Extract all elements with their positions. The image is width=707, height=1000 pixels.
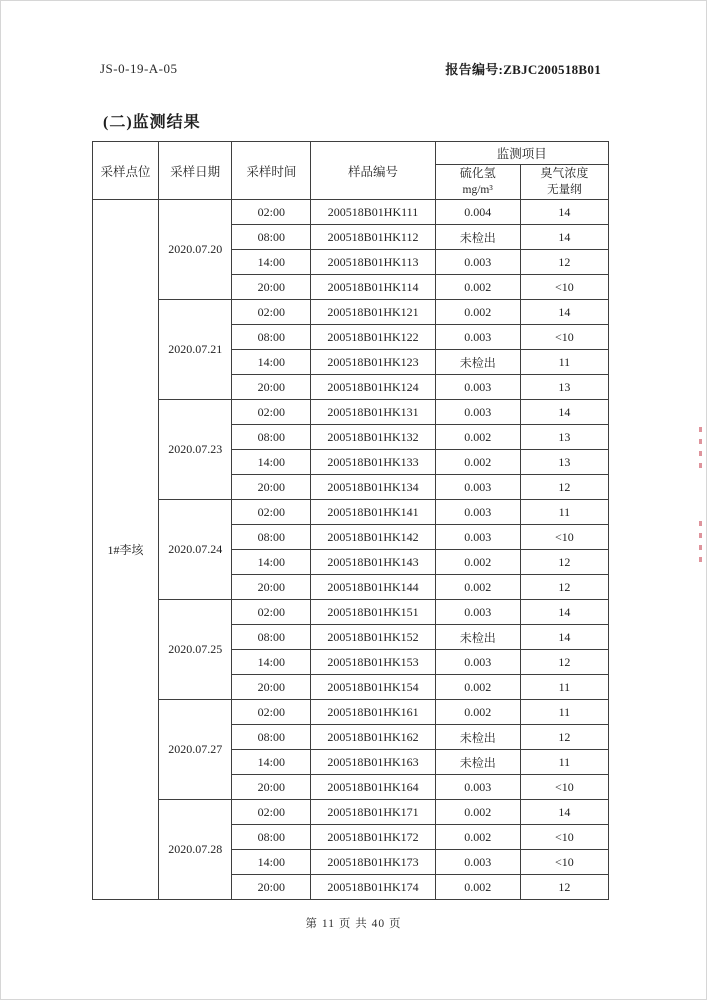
table-row (93, 200, 609, 225)
monitoring-table (92, 141, 609, 900)
sampling-date-cell: 2020.07.24 (159, 500, 232, 600)
h2s-value-cell: 0.002 (435, 425, 520, 450)
red-ink-mark (699, 427, 702, 469)
sample-number-cell: 200518B01HK164 (311, 775, 435, 800)
h2s-value-cell: 0.003 (435, 775, 520, 800)
sample-number-cell: 200518B01HK121 (311, 300, 435, 325)
odor-value-cell: 12 (520, 550, 608, 575)
sample-number-cell: 200518B01HK134 (311, 475, 435, 500)
header-sampling-point: 采样点位 (93, 142, 159, 200)
sampling-time-cell: 20:00 (232, 375, 311, 400)
sample-number-cell: 200518B01HK141 (311, 500, 435, 525)
h2s-value-cell: 0.002 (435, 675, 520, 700)
h2s-value-cell: 0.002 (435, 550, 520, 575)
h2s-value-cell: 未检出 (435, 350, 520, 375)
form-code: JS-0-19-A-05 (100, 61, 178, 76)
h2s-value-cell: 0.003 (435, 250, 520, 275)
odor-value-cell: 12 (520, 575, 608, 600)
h2s-value-cell: 0.003 (435, 600, 520, 625)
sample-number-cell: 200518B01HK111 (311, 200, 435, 225)
odor-value-cell: 11 (520, 750, 608, 775)
sample-number-cell: 200518B01HK151 (311, 600, 435, 625)
h2s-value-cell: 0.002 (435, 575, 520, 600)
odor-value-cell: 12 (520, 725, 608, 750)
sampling-time-cell: 20:00 (232, 275, 311, 300)
sampling-time-cell: 14:00 (232, 850, 311, 875)
sampling-date-cell: 2020.07.23 (159, 400, 232, 500)
sample-number-cell: 200518B01HK163 (311, 750, 435, 775)
odor-value-cell: 13 (520, 450, 608, 475)
h2s-value-cell: 0.003 (435, 475, 520, 500)
section-title: (二)监测结果 (103, 114, 201, 131)
sampling-time-cell: 20:00 (232, 875, 311, 900)
table-row (93, 800, 609, 825)
h2s-value-cell: 未检出 (435, 750, 520, 775)
sampling-time-cell: 02:00 (232, 600, 311, 625)
sampling-time-cell: 08:00 (232, 425, 311, 450)
table-row (93, 600, 609, 625)
sampling-time-cell: 20:00 (232, 675, 311, 700)
page-footer: 第 11 页 共 40 页 (305, 918, 402, 930)
sample-number-cell: 200518B01HK152 (311, 625, 435, 650)
sampling-time-cell: 14:00 (232, 550, 311, 575)
h2s-value-cell: 0.002 (435, 700, 520, 725)
monitoring-table-wrapper (92, 141, 609, 900)
header-monitoring-items: 监测项目 (435, 142, 608, 165)
sampling-date-cell: 2020.07.21 (159, 300, 232, 400)
h2s-value-cell: 0.003 (435, 525, 520, 550)
h2s-value-cell: 0.003 (435, 500, 520, 525)
sampling-time-cell: 14:00 (232, 650, 311, 675)
table-header-row-1 (93, 142, 609, 165)
sampling-time-cell: 08:00 (232, 625, 311, 650)
sampling-date-cell: 2020.07.20 (159, 200, 232, 300)
table-row (93, 500, 609, 525)
sample-number-cell: 200518B01HK172 (311, 825, 435, 850)
sampling-time-cell: 02:00 (232, 800, 311, 825)
sample-number-cell: 200518B01HK161 (311, 700, 435, 725)
odor-value-cell: 13 (520, 425, 608, 450)
red-ink-mark (699, 521, 702, 563)
odor-value-cell: 11 (520, 675, 608, 700)
odor-value-cell: <10 (520, 325, 608, 350)
h2s-value-cell: 0.003 (435, 375, 520, 400)
header-sampling-date: 采样日期 (159, 142, 232, 200)
table-row (93, 400, 609, 425)
sampling-date-cell: 2020.07.25 (159, 600, 232, 700)
table-row (93, 700, 609, 725)
sample-number-cell: 200518B01HK173 (311, 850, 435, 875)
sampling-time-cell: 02:00 (232, 700, 311, 725)
sample-number-cell: 200518B01HK153 (311, 650, 435, 675)
h2s-value-cell: 0.004 (435, 200, 520, 225)
sample-number-cell: 200518B01HK112 (311, 225, 435, 250)
sample-number-cell: 200518B01HK133 (311, 450, 435, 475)
table-row (93, 300, 609, 325)
odor-value-cell: 12 (520, 250, 608, 275)
sampling-time-cell: 02:00 (232, 500, 311, 525)
sampling-point-cell: 1#李垓 (93, 200, 159, 900)
sampling-time-cell: 14:00 (232, 450, 311, 475)
header-odor-name: 臭气浓度 (540, 166, 589, 181)
odor-value-cell: 14 (520, 225, 608, 250)
sampling-time-cell: 02:00 (232, 300, 311, 325)
odor-value-cell: 11 (520, 700, 608, 725)
sample-number-cell: 200518B01HK113 (311, 250, 435, 275)
sampling-time-cell: 08:00 (232, 825, 311, 850)
sample-number-cell: 200518B01HK124 (311, 375, 435, 400)
sample-number-cell: 200518B01HK114 (311, 275, 435, 300)
odor-value-cell: 11 (520, 350, 608, 375)
sampling-time-cell: 08:00 (232, 225, 311, 250)
header-sample-number: 样品编号 (311, 142, 435, 200)
report-number: 报告编号:ZBJC200518B01 (445, 62, 601, 77)
sample-number-cell: 200518B01HK123 (311, 350, 435, 375)
odor-value-cell: 14 (520, 800, 608, 825)
odor-value-cell: 12 (520, 475, 608, 500)
sampling-date-cell: 2020.07.28 (159, 800, 232, 900)
h2s-value-cell: 未检出 (435, 625, 520, 650)
sampling-time-cell: 14:00 (232, 350, 311, 375)
sample-number-cell: 200518B01HK162 (311, 725, 435, 750)
h2s-value-cell: 0.003 (435, 650, 520, 675)
odor-value-cell: 14 (520, 400, 608, 425)
sampling-time-cell: 08:00 (232, 325, 311, 350)
sampling-time-cell: 20:00 (232, 775, 311, 800)
h2s-value-cell: 0.002 (435, 800, 520, 825)
odor-value-cell: 14 (520, 625, 608, 650)
odor-value-cell: <10 (520, 825, 608, 850)
h2s-value-cell: 0.002 (435, 450, 520, 475)
sampling-time-cell: 02:00 (232, 200, 311, 225)
h2s-value-cell: 0.003 (435, 325, 520, 350)
sampling-time-cell: 14:00 (232, 250, 311, 275)
sample-number-cell: 200518B01HK132 (311, 425, 435, 450)
odor-value-cell: 12 (520, 650, 608, 675)
sampling-time-cell: 08:00 (232, 725, 311, 750)
sampling-time-cell: 14:00 (232, 750, 311, 775)
sample-number-cell: 200518B01HK131 (311, 400, 435, 425)
odor-value-cell: 13 (520, 375, 608, 400)
h2s-value-cell: 0.002 (435, 300, 520, 325)
odor-value-cell: 14 (520, 300, 608, 325)
h2s-value-cell: 0.002 (435, 825, 520, 850)
odor-value-cell: 12 (520, 875, 608, 900)
h2s-value-cell: 未检出 (435, 225, 520, 250)
odor-value-cell: 14 (520, 600, 608, 625)
odor-value-cell: 14 (520, 200, 608, 225)
sample-number-cell: 200518B01HK154 (311, 675, 435, 700)
header-odor-unit: 无量纲 (547, 184, 582, 197)
header-h2s-unit: mg/m³ (462, 184, 493, 197)
sampling-time-cell: 02:00 (232, 400, 311, 425)
header-odor (520, 165, 608, 200)
sampling-time-cell: 20:00 (232, 475, 311, 500)
odor-value-cell: <10 (520, 775, 608, 800)
header-h2s (435, 165, 520, 200)
sample-number-cell: 200518B01HK142 (311, 525, 435, 550)
header-h2s-name: 硫化氢 (459, 166, 496, 181)
sample-number-cell: 200518B01HK143 (311, 550, 435, 575)
sample-number-cell: 200518B01HK144 (311, 575, 435, 600)
h2s-value-cell: 未检出 (435, 725, 520, 750)
table-body (93, 200, 609, 900)
h2s-value-cell: 0.003 (435, 400, 520, 425)
sampling-time-cell: 08:00 (232, 525, 311, 550)
odor-value-cell: <10 (520, 275, 608, 300)
odor-value-cell: 11 (520, 500, 608, 525)
sampling-date-cell: 2020.07.27 (159, 700, 232, 800)
h2s-value-cell: 0.003 (435, 850, 520, 875)
sample-number-cell: 200518B01HK171 (311, 800, 435, 825)
sampling-time-cell: 20:00 (232, 575, 311, 600)
sample-number-cell: 200518B01HK174 (311, 875, 435, 900)
header-sampling-time: 采样时间 (232, 142, 311, 200)
odor-value-cell: <10 (520, 850, 608, 875)
odor-value-cell: <10 (520, 525, 608, 550)
h2s-value-cell: 0.002 (435, 275, 520, 300)
sample-number-cell: 200518B01HK122 (311, 325, 435, 350)
h2s-value-cell: 0.002 (435, 875, 520, 900)
